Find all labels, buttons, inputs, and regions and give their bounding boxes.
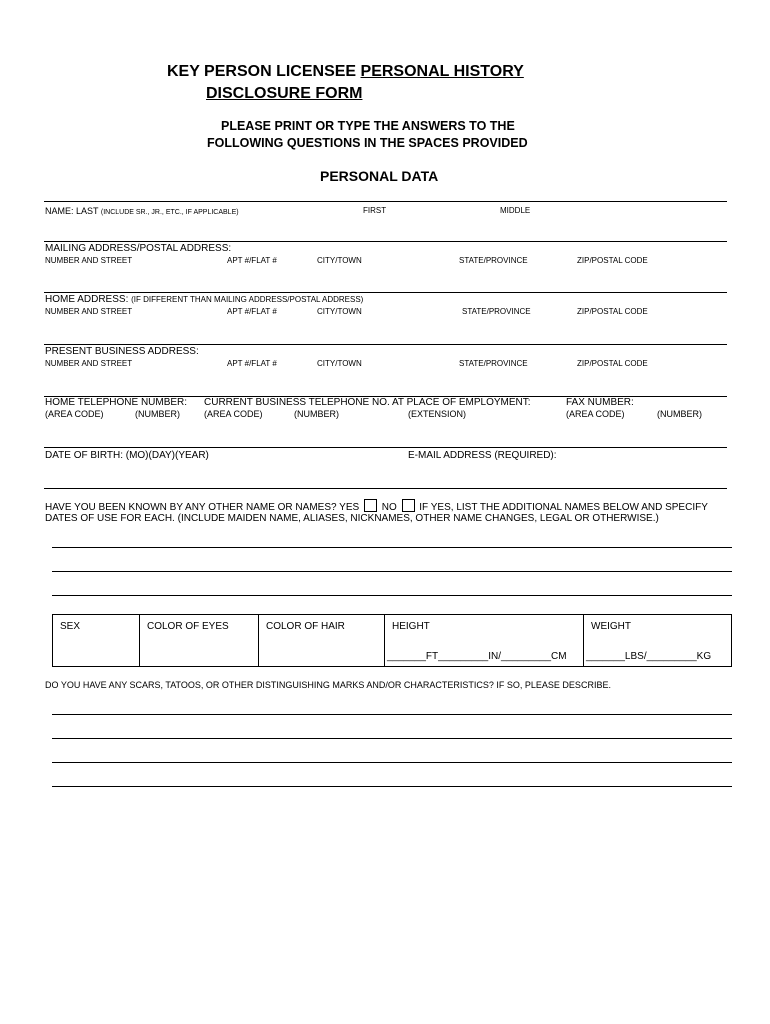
other-names-line[interactable]: [52, 571, 732, 572]
weight-cell[interactable]: [584, 615, 732, 667]
name-last-label: [45, 206, 239, 216]
sex-cell[interactable]: [53, 615, 140, 667]
last-note: (INCLUDE SR., JR., ETC., IF APPLICABLE): [100, 209, 239, 216]
divider: [44, 447, 727, 448]
home-phone-label: HOME TELEPHONE NUMBER:: [45, 397, 188, 408]
business-state-label: STATE/PROVINCE: [459, 359, 528, 368]
height-label: HEIGHT: [392, 621, 430, 632]
mailing-zip-label: ZIP/POSTAL CODE: [577, 256, 648, 265]
fax-label: FAX NUMBER:: [566, 397, 634, 408]
home-heading: [45, 294, 363, 305]
mailing-city-label: CITY/TOWN: [317, 256, 362, 265]
mailing-state-label: STATE/PROVINCE: [459, 256, 528, 265]
mailing-street-label: NUMBER AND STREET: [45, 256, 133, 265]
divider: [44, 292, 727, 293]
name-middle-label: MIDDLE: [500, 206, 531, 215]
home-apt-label: APT #/FLAT #: [227, 307, 277, 316]
mailing-apt-label: APT #/FLAT #: [227, 256, 277, 265]
name-first-label: FIRST: [363, 206, 387, 215]
other-names-question-text: HAVE YOU BEEN KNOWN BY ANY OTHER NAME OR NAMES? YES: [45, 502, 360, 513]
weight-units: _______LBS/_________KG: [586, 651, 712, 662]
hair-color-cell[interactable]: [259, 615, 385, 667]
marks-line[interactable]: [52, 762, 732, 763]
fax-number-label: (NUMBER): [657, 409, 702, 419]
business-city-label: CITY/TOWN: [317, 359, 362, 368]
home-state-label: STATE/PROVINCE: [462, 307, 531, 316]
no-label: NO: [381, 502, 397, 513]
business-heading: PRESENT BUSINESS ADDRESS:: [45, 346, 199, 357]
other-names-line[interactable]: [52, 595, 732, 596]
instructions-line2: FOLLOWING QUESTIONS IN THE SPACES PROVIDED: [207, 136, 528, 150]
business-zip-label: ZIP/POSTAL CODE: [577, 359, 648, 368]
section-title: PERSONAL DATA: [320, 168, 439, 184]
home-area-code-label: (AREA CODE): [45, 409, 104, 419]
email-label: E-MAIL ADDRESS (REQUIRED):: [408, 450, 557, 461]
home-street-label: NUMBER AND STREET: [45, 307, 133, 316]
yes-checkbox[interactable]: [364, 499, 377, 512]
business-apt-label: APT #/FLAT #: [227, 359, 277, 368]
divider: [44, 201, 727, 202]
marks-line[interactable]: [52, 714, 732, 715]
home-heading-text: HOME ADDRESS:: [45, 294, 129, 305]
home-city-label: CITY/TOWN: [317, 307, 362, 316]
home-zip-label: ZIP/POSTAL CODE: [577, 307, 648, 316]
hair-label: COLOR OF HAIR: [266, 621, 345, 632]
marks-question: DO YOU HAVE ANY SCARS, TATOOS, OR OTHER DISTINGUISHING MARKS AND/OR CHARACTERISTICS? IF SO, PLEASE DESCRIBE.: [45, 680, 611, 690]
business-phone-label: CURRENT BUSINESS TELEPHONE NO. AT PLACE OF EMPLOYMENT:: [204, 397, 531, 408]
divider: [44, 488, 727, 489]
if-yes-text: IF YES, LIST THE ADDITIONAL NAMES BELOW AND SPECIFY: [419, 502, 708, 513]
mailing-heading: MAILING ADDRESS/POSTAL ADDRESS:: [45, 243, 232, 254]
weight-label: WEIGHT: [591, 621, 631, 632]
title-part-a: KEY PERSON LICENSEE: [167, 63, 361, 80]
eye-color-cell[interactable]: [140, 615, 259, 667]
business-number-label: (NUMBER): [294, 409, 339, 419]
divider: [44, 241, 727, 242]
marks-line[interactable]: [52, 738, 732, 739]
home-number-label: (NUMBER): [135, 409, 180, 419]
dob-label: DATE OF BIRTH: (MO)(DAY)(YEAR): [45, 450, 209, 461]
business-area-code-label: (AREA CODE): [204, 409, 263, 419]
marks-line[interactable]: [52, 786, 732, 787]
form-title-line1: [167, 63, 524, 81]
home-heading-note: (IF DIFFERENT THAN MAILING ADDRESS/POSTAL ADDRESS): [131, 295, 364, 304]
business-street-label: NUMBER AND STREET: [45, 359, 133, 368]
form-title-line2: DISCLOSURE FORM: [206, 85, 363, 102]
eyes-label: COLOR OF EYES: [147, 621, 229, 632]
business-extension-label: (EXTENSION): [408, 409, 467, 419]
other-names-line[interactable]: [52, 547, 732, 548]
divider: [44, 344, 727, 345]
no-checkbox[interactable]: [402, 499, 415, 512]
title-part-b: PERSONAL HISTORY: [360, 63, 524, 80]
instructions-line1: PLEASE PRINT OR TYPE THE ANSWERS TO THE: [221, 119, 515, 133]
last-label: NAME: LAST: [45, 206, 99, 216]
physical-description-table: [52, 614, 732, 667]
height-cell[interactable]: [385, 615, 584, 667]
fax-area-code-label: (AREA CODE): [566, 409, 625, 419]
other-names-question: [45, 499, 708, 513]
sex-label: SEX: [60, 621, 81, 632]
other-names-instructions: DATES OF USE FOR EACH. (INCLUDE MAIDEN NAME, ALIASES, NICKNAMES, OTHER NAME CHANGES, LEGAL OR OTHERWISE.): [45, 513, 659, 524]
height-units: _______FT_________IN/_________CM: [387, 651, 567, 662]
